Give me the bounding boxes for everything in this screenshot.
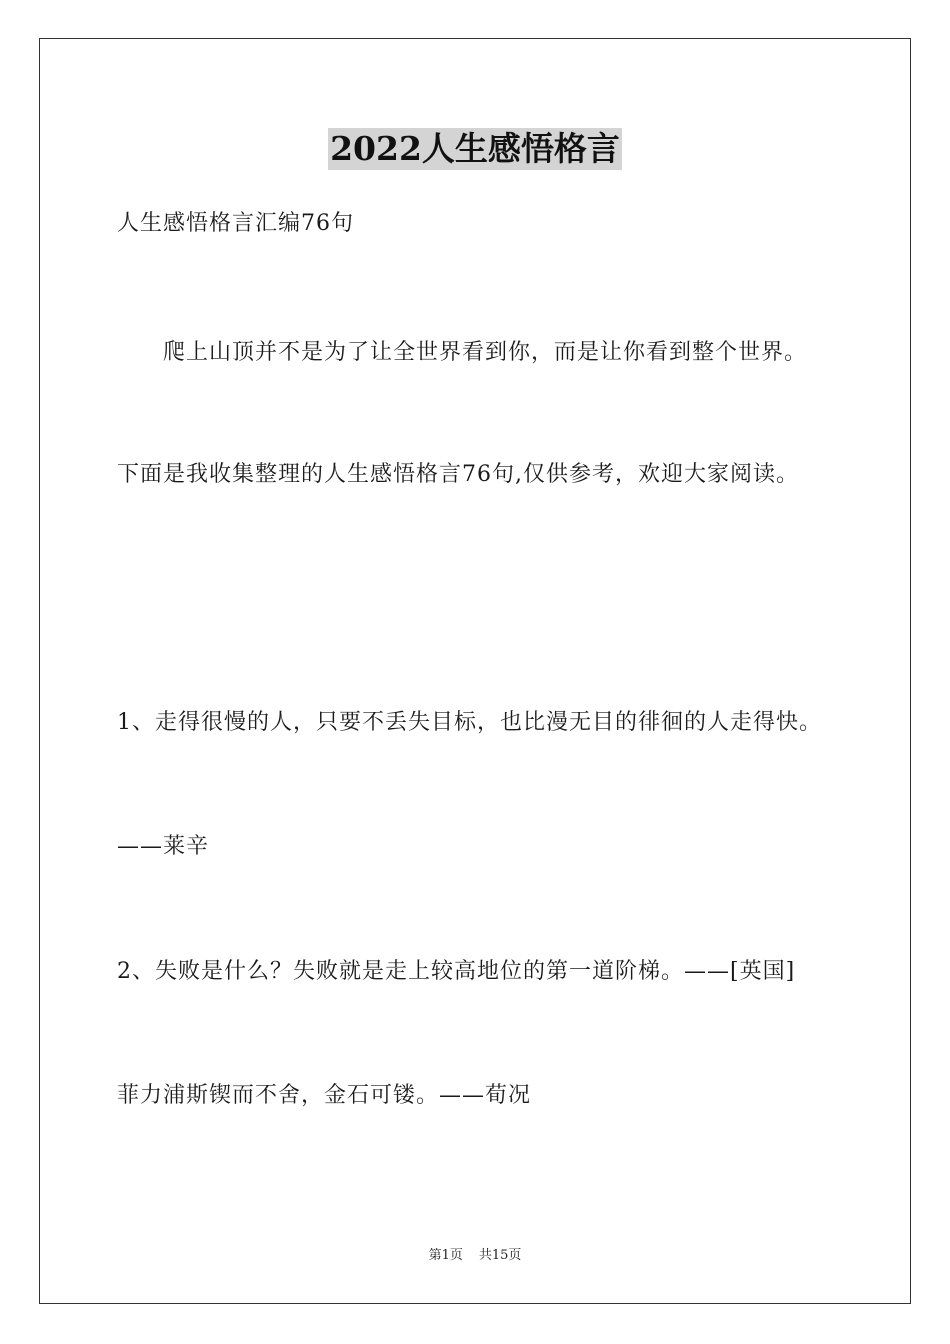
title-container <box>0 128 950 170</box>
page-total: 共15页 <box>478 1248 522 1263</box>
page-footer <box>0 1247 950 1265</box>
quote-line: ——莱辛 <box>117 834 210 859</box>
document-title: 2022人生感悟格言 <box>330 129 620 168</box>
quote-line: 菲力浦斯锲而不舍，金石可镂。——荀况 <box>117 1083 532 1108</box>
quote-line: 1、走得很慢的人，只要不丢失目标，也比漫无目的徘徊的人走得快。 <box>117 710 822 735</box>
page-number: 第1页 <box>428 1248 463 1263</box>
intro-paragraph: 爬上山顶并不是为了让全世界看到你，而是让你看到整个世界。 <box>163 340 808 365</box>
document-subtitle: 人生感悟格言汇编76句 <box>117 211 354 236</box>
summary-paragraph: 下面是我收集整理的人生感悟格言76句,仅供参考，欢迎大家阅读。 <box>117 462 799 487</box>
quote-line: 2、失败是什么？失败就是走上较高地位的第一道阶梯。——[英国] <box>117 959 796 984</box>
